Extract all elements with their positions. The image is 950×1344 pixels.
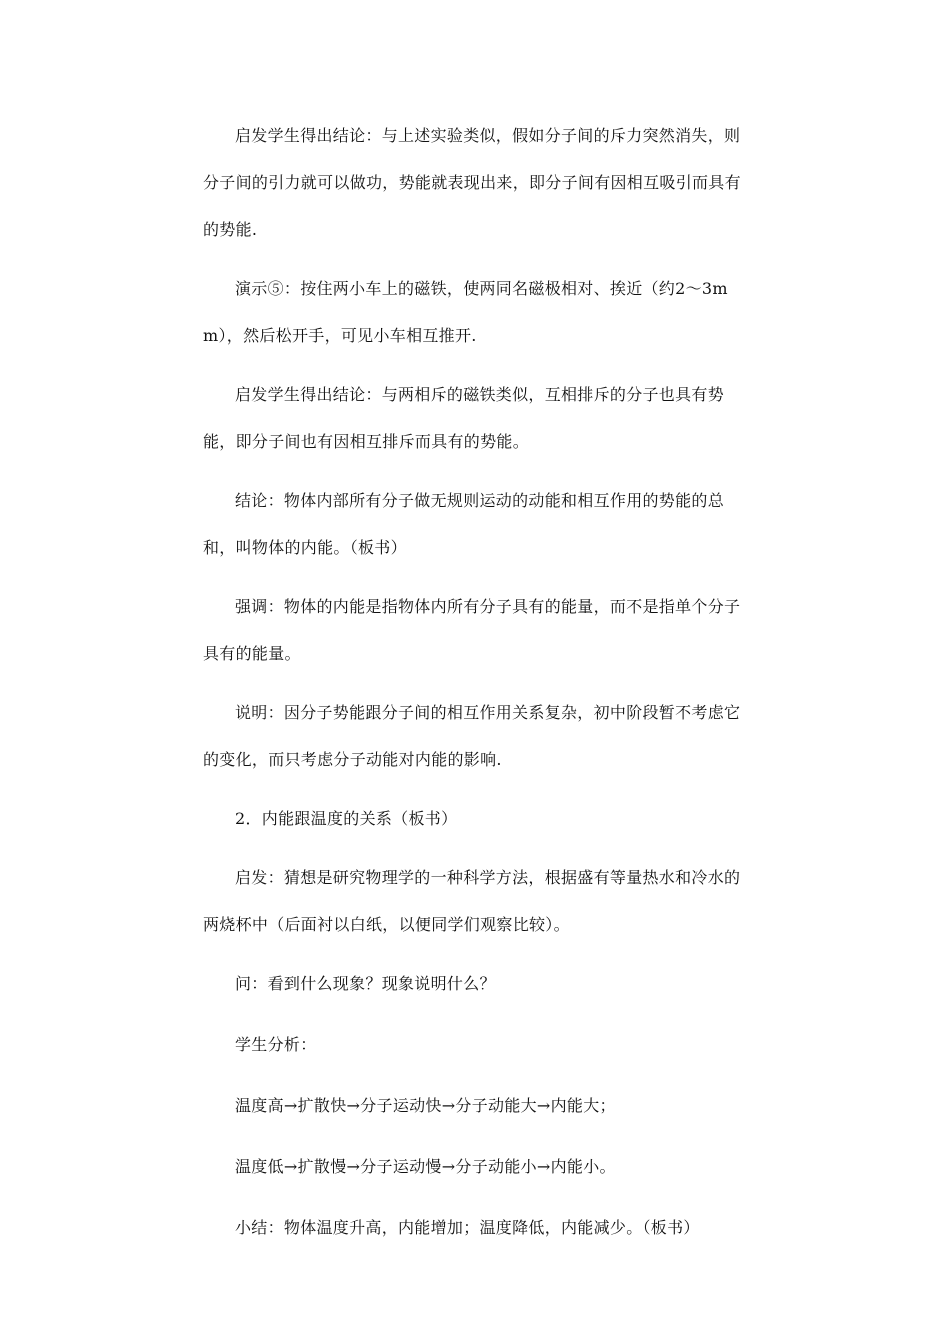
paragraph-demo-magnets: 演示⑤：按住两小车上的磁铁，使两同名磁极相对、挨近（约2～3mm），然后松开手，可见小车相互推开. xyxy=(203,279,728,345)
paragraph-conclusion-internal-energy: 结论：物体内部所有分子做无规则运动的动能和相互作用的势能的总和，叫物体的内能。（板书） xyxy=(203,491,725,557)
document-body xyxy=(203,112,743,1251)
paragraph-summary: 小结：物体温度升高，内能增加；温度降低，内能减少。（板书） xyxy=(235,1218,700,1237)
paragraph-high-temperature: 温度高→扩散快→分子运动快→分子动能大→内能大； xyxy=(235,1096,616,1115)
paragraph-inspiration: 启发：猜想是研究物理学的一种科学方法，根据盛有等量热水和冷水的两烧杯中（后面衬以白纸，以便同学们观察比较）。 xyxy=(203,868,741,934)
paragraph-emphasis: 强调：物体的内能是指物体内所有分子具有的能量，而不是指单个分子具有的能量。 xyxy=(203,597,741,663)
paragraph-student-analysis: 学生分析： xyxy=(235,1035,317,1054)
paragraph-conclusion-repulsion: 启发学生得出结论：与两相斥的磁铁类似，互相排斥的分子也具有势能，即分子间也有因相互排斥而具有的势能。 xyxy=(203,385,725,451)
paragraph-low-temperature: 温度低→扩散慢→分子运动慢→分子动能小→内能小。 xyxy=(235,1157,616,1176)
section-heading-temperature: 2．内能跟温度的关系（板书） xyxy=(235,809,458,828)
paragraph-conclusion-attraction: 启发学生得出结论：与上述实验类似，假如分子间的斥力突然消失，则分子间的引力就可以做功，势能就表现出来，即分子间有因相互吸引而具有的势能. xyxy=(203,126,741,239)
paragraph-question: 问：看到什么现象？现象说明什么？ xyxy=(235,974,496,993)
paragraph-explanation: 说明：因分子势能跟分子间的相互作用关系复杂，初中阶段暂不考虑它的变化，而只考虑分子动能对内能的影响. xyxy=(203,703,741,769)
